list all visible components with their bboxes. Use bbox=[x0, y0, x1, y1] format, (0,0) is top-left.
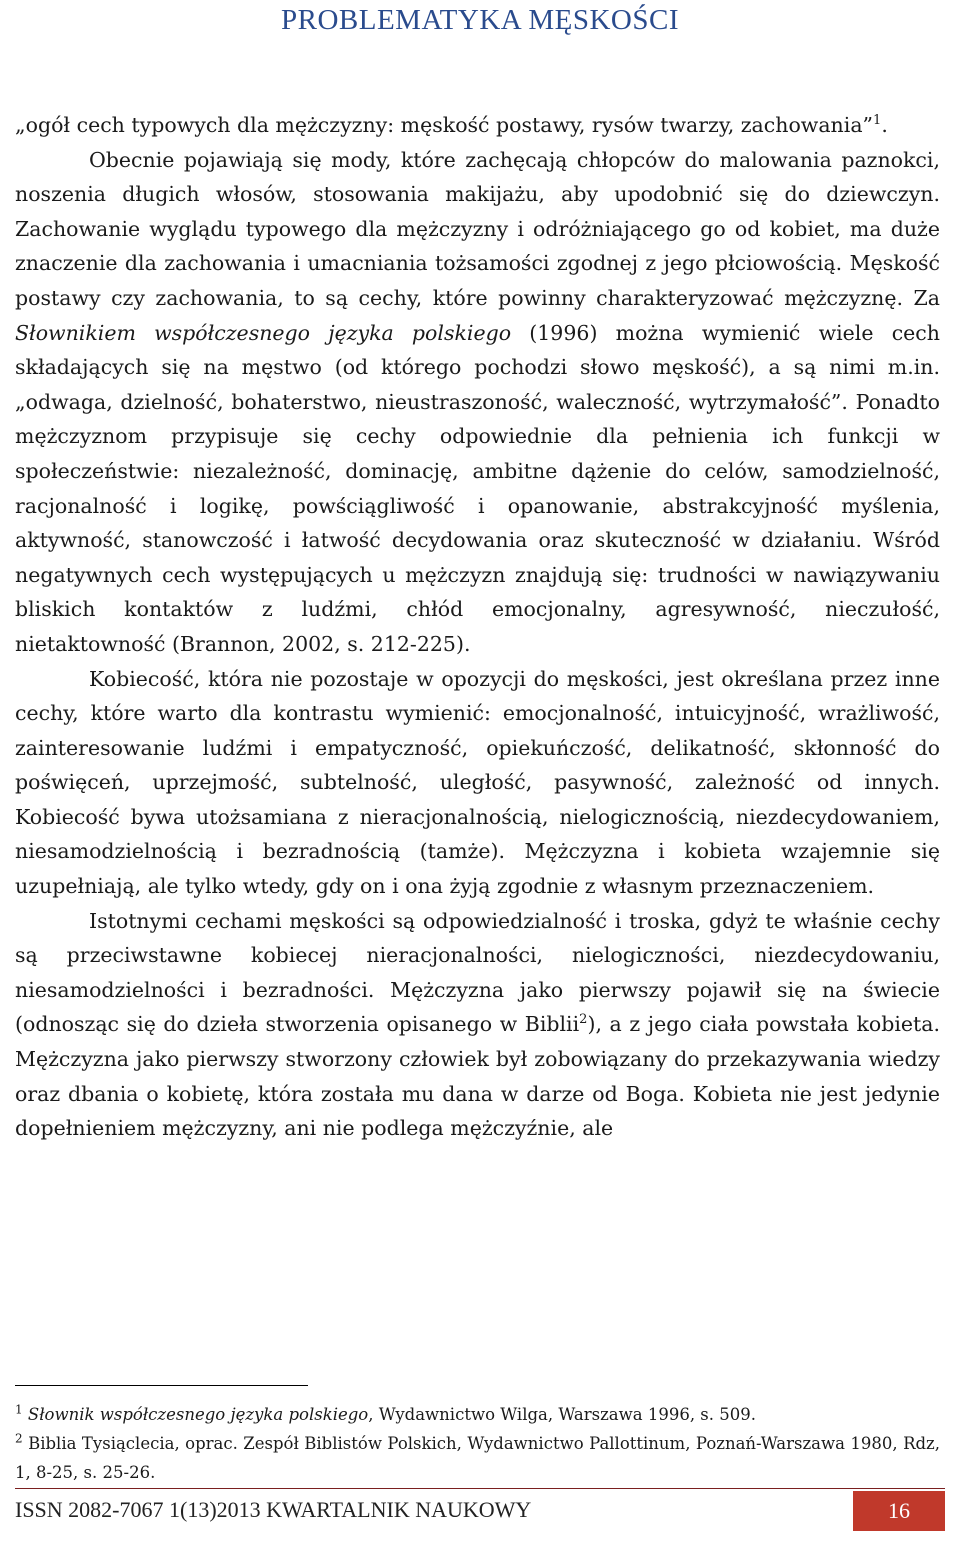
text-run: Biblia Tysiąclecia, oprac. Zespół Biblistów Polskich, Wydawnictwo Pallottinum, Poznań-Warszawa 1980, Rdz, 1, 8-25, s. 25-26. bbox=[15, 1434, 940, 1482]
footnote-ref: 2 bbox=[579, 1012, 588, 1028]
page-header bbox=[0, 0, 960, 44]
footnote-ref: 1 bbox=[15, 1402, 23, 1417]
paragraph-2 bbox=[15, 143, 940, 662]
text-run: (1996) można wymienić wiele cech składających się na męstwo (od którego pochodzi słowo męskość), a są nimi m.in. „odwaga, dzielność, bohaterstwo, nieustraszoność, waleczność, wytrzymałość”. Ponadto mężczyznom przypisuje się cechy odpowiednie dla pełnienia ich funkcji w społeczeństwie: niezależność, dominację, ambitne dążenie do celów, samodzielność, racjonalność i logikę, powściągliwość i opanowanie, abstrakcyjność myślenia, aktywność, stanowczość i łatwość decydowania oraz skuteczność w działaniu. Wśród negatywnych cech występujących u mężczyzn znajdują się: trudności w nawiązywaniu bliskich kontaktów z ludźmi, chłód emocjonalny, agresywność, nieczułość, nietaktowność (Brannon, 2002, s. 212-225). bbox=[15, 320, 940, 656]
footnote-separator bbox=[15, 1385, 308, 1386]
page-number: 16 bbox=[888, 1498, 910, 1523]
text-run: , Wydawnictwo Wilga, Warszawa 1996, s. 509. bbox=[368, 1405, 756, 1424]
text-run: „ogół cech typowych dla mężczyzny: męskość postawy, rysów twarzy, zachowania” bbox=[15, 113, 874, 137]
article-body bbox=[15, 108, 940, 1146]
paragraph-3 bbox=[15, 662, 940, 904]
text-run: Obecnie pojawiają się mody, które zachęcają chłopców do malowania paznokci, noszenia długich włosów, stosowania makijażu, aby upodobnić się do dziewczyn. Zachowanie wyglądu typowego dla mężczyzny i odróżniającego go od kobiet, ma duże znaczenie dla zachowania i umacniania tożsamości zgodnej z jego płciowością. Męskość postawy czy zachowania, to są cechy, które powinny charakteryzować mężczyznę. Za bbox=[15, 147, 940, 310]
paragraph-1 bbox=[15, 108, 940, 143]
italic-title: Słownikiem współczesnego języka polskiego bbox=[15, 320, 512, 345]
footnote-ref: 1 bbox=[873, 113, 882, 129]
page-number-box bbox=[853, 1491, 945, 1531]
paragraph-4 bbox=[15, 904, 940, 1146]
page-footer bbox=[15, 1488, 945, 1533]
footnote-1 bbox=[15, 1400, 940, 1429]
text-run: . bbox=[881, 113, 888, 137]
text-run: Kobiecość, która nie pozostaje w opozycji do męskości, jest określana przez inne cechy, które warto dla kontrastu wymienić: emocjonalność, intuicyjność, wrażliwość, zainteresowanie ludźmi i empatyczność, opiekuńczość, delikatność, skłonność do poświęceń, uprzejmość, subtelność, uległość, pasywność, zależność od innych. Kobiecość bywa utożsamiana z nieracjonalnością, nielogicznością, niezdecydowaniem, niesamodzielnością i bezradnością (tamże). Mężczyzna i kobieta wzajemnie się uzupełniają, ale tylko wtedy, gdy on i ona żyją zgodnie z własnym przeznaczeniem. bbox=[15, 666, 940, 899]
footnotes bbox=[15, 1400, 940, 1487]
text-run: ), a z jego ciała powstała kobieta. Mężczyzna jako pierwszy stworzony człowiek był zobowiązany do przekazywania wiedzy oraz dbania o kobietę, która została mu dana w darze od Boga. Kobieta nie jest jedynie dopełnieniem mężczyzny, ani nie podlega mężczyźnie, ale bbox=[15, 1012, 940, 1141]
italic-title: Słownik współczesnego języka polskiego bbox=[27, 1405, 369, 1424]
running-title: PROBLEMATYKA MĘSKOŚCI bbox=[280, 4, 680, 36]
footnote-ref: 2 bbox=[15, 1431, 23, 1446]
footnote-2 bbox=[15, 1429, 940, 1487]
journal-info: ISSN 2082-7067 1(13)2013 KWARTALNIK NAUKOWY bbox=[15, 1497, 532, 1522]
text-run: Istotnymi cechami męskości są odpowiedzialność i troska, gdyż te właśnie cechy są przeciwstawne kobiecej nieracjonalności, nielogiczności, niezdecydowaniu, niesamodzielności i bezradności. Mężczyzna jako pierwszy pojawił się na świecie (odnosząc się do dzieła stworzenia opisanego w Biblii bbox=[15, 908, 940, 1037]
